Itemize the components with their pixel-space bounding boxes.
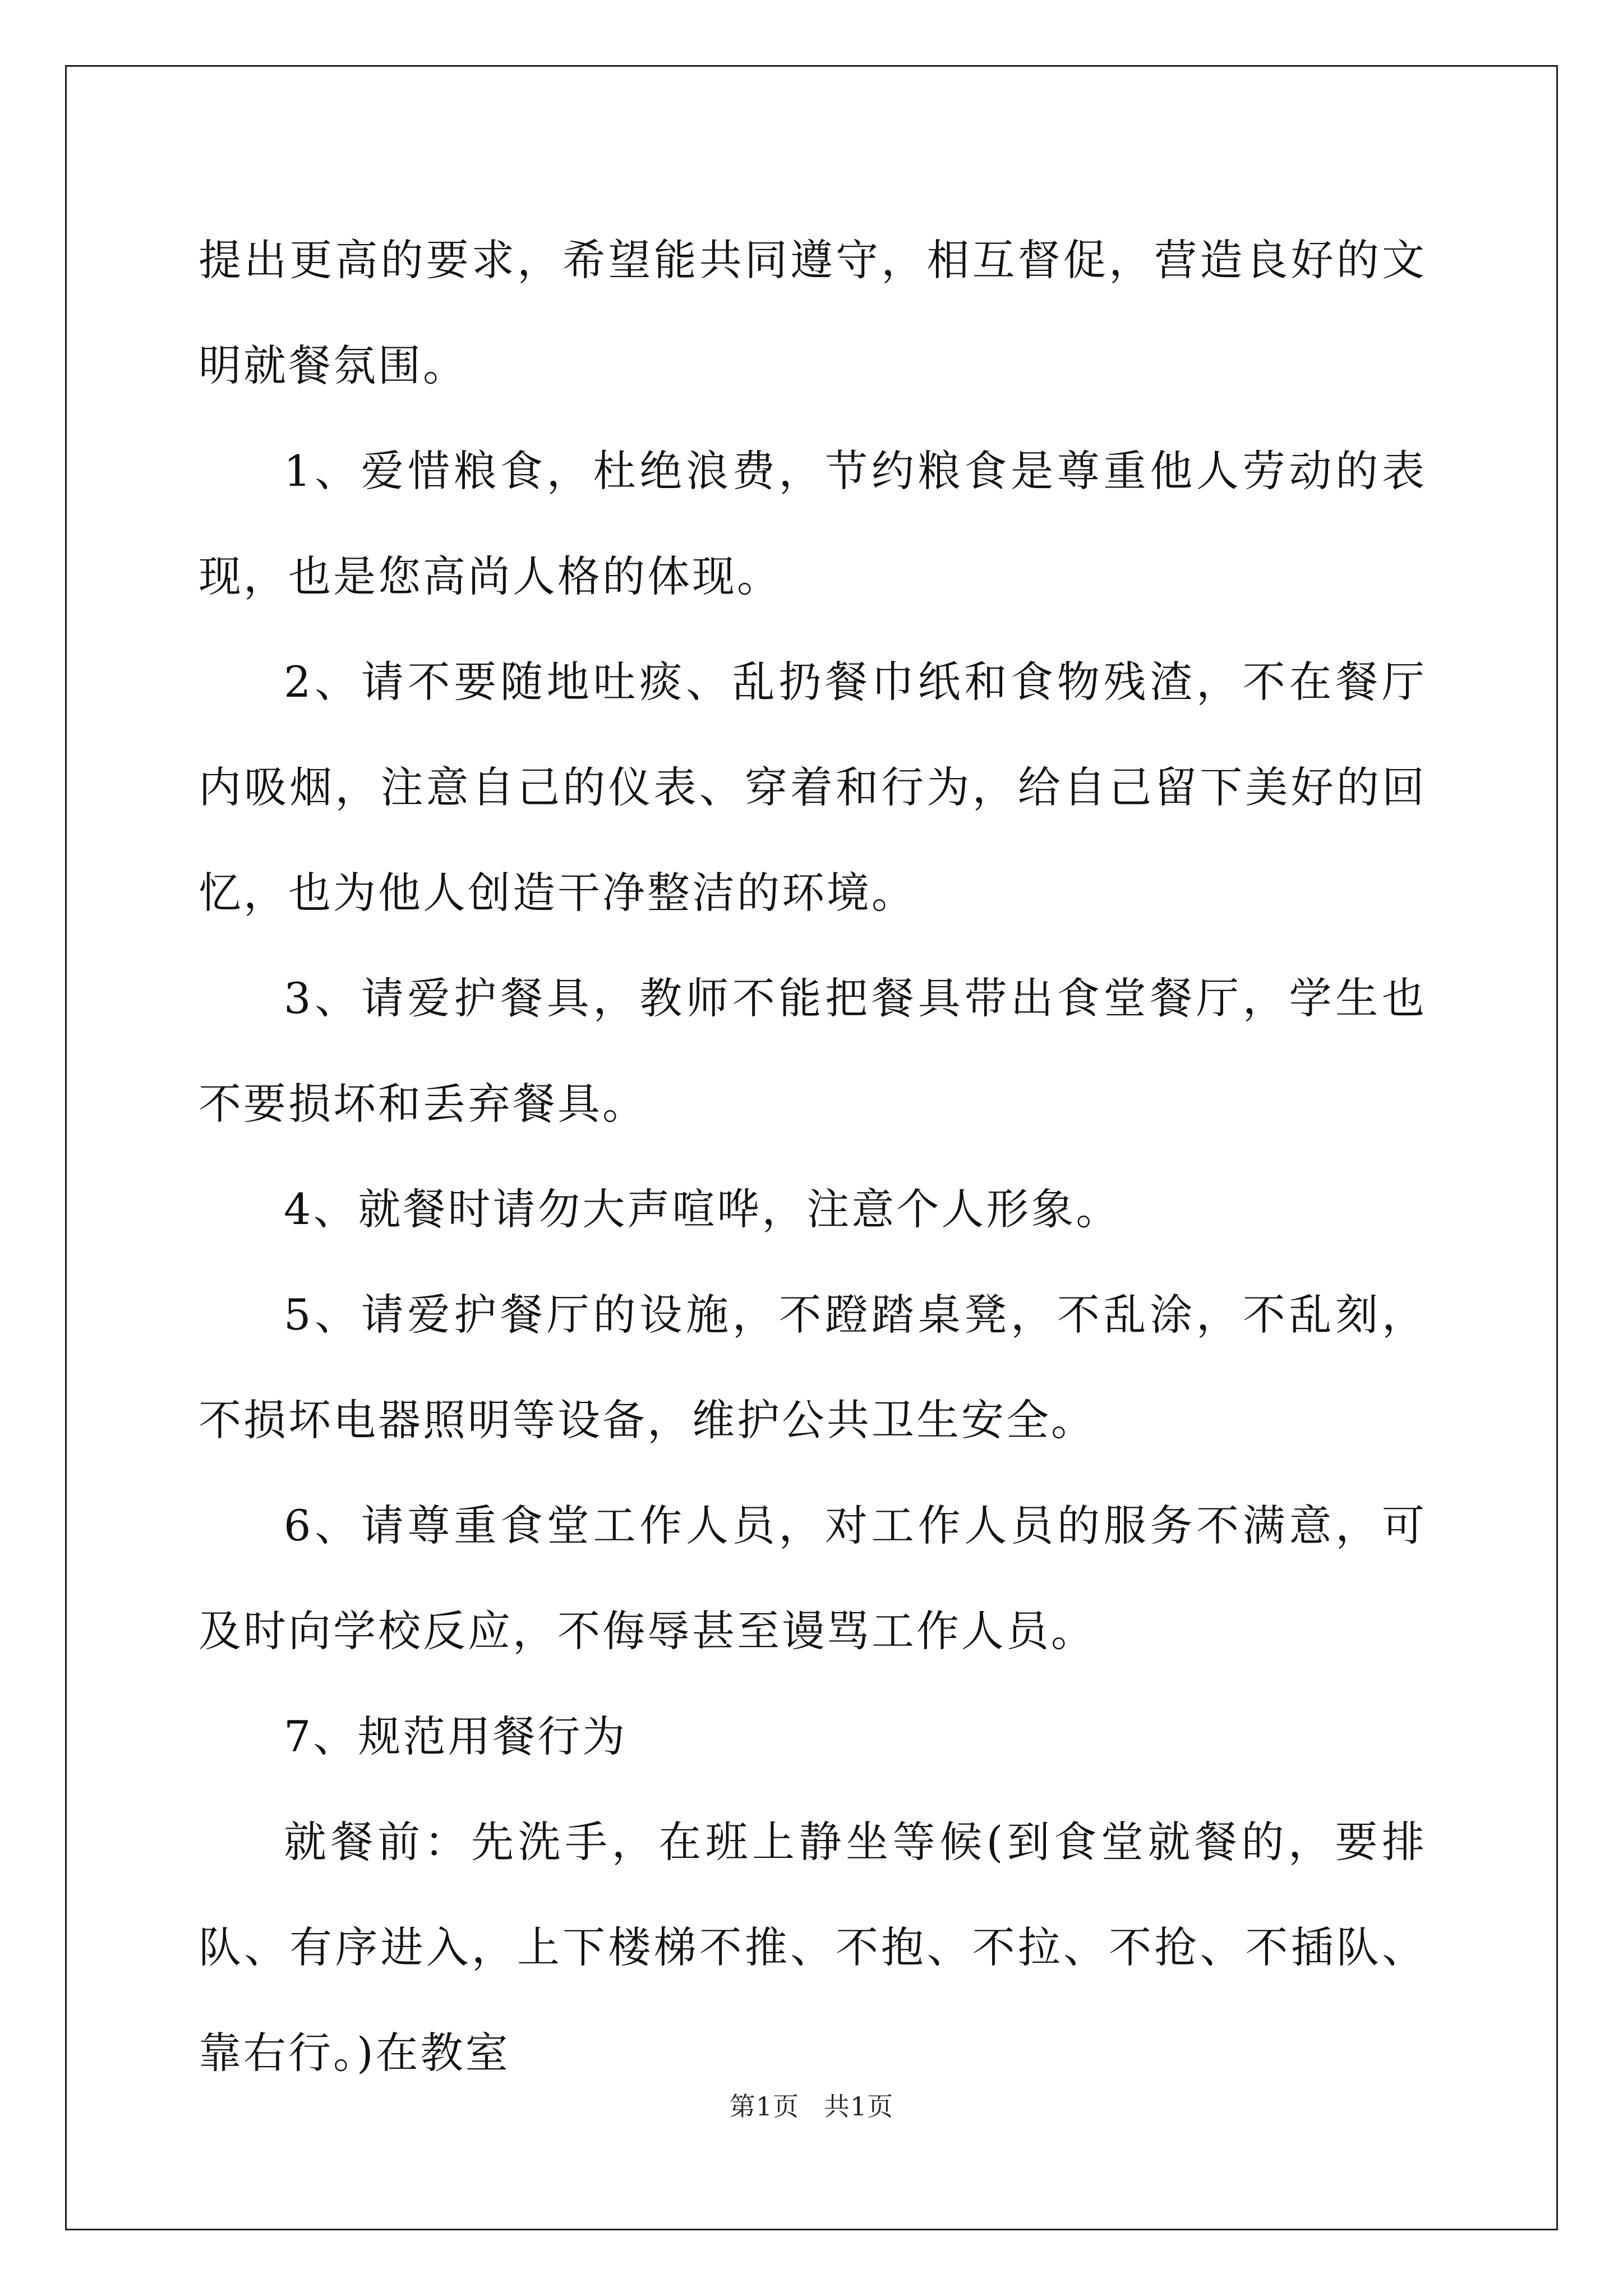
paragraph-2: 1、爱惜粮食，杜绝浪费，节约粮食是尊重他人劳动的表现，也是您高尚人格的体现。 bbox=[199, 446, 1427, 601]
paragraph-1: 提出更高的要求，希望能共同遵守，相互督促，营造良好的文明就餐氛围。 bbox=[199, 235, 1427, 390]
document-body bbox=[199, 208, 1427, 2106]
paragraph-7: 6、请尊重食堂工作人员，对工作人员的服务不满意，可及时向学校反应，不侮辱甚至谩骂工作人员。 bbox=[199, 1501, 1427, 1656]
paragraph-5: 4、就餐时请勿大声喧哗，注意个人形象。 bbox=[284, 1184, 1121, 1234]
page-total: 共1页 bbox=[824, 2091, 894, 2122]
paragraph-8: 7、规范用餐行为 bbox=[284, 1711, 628, 1761]
paragraph-4: 3、请爱护餐具，教师不能把餐具带出食堂餐厅，学生也不要损坏和丢弃餐具。 bbox=[199, 973, 1427, 1129]
page-footer bbox=[0, 2090, 1623, 2123]
paragraph-6: 5、请爱护餐厅的设施，不蹬踏桌凳，不乱涂，不乱刻，不损坏电器照明等设备，维护公共卫生安全。 bbox=[199, 1290, 1427, 1445]
paragraph-9: 就餐前：先洗手，在班上静坐等候(到食堂就餐的，要排队、有序进入，上下楼梯不推、不抱、不拉、不抢、不插队、靠右行。)在教室 bbox=[199, 1817, 1427, 2078]
page-number: 第1页 bbox=[729, 2091, 799, 2122]
paragraph-3: 2、请不要随地吐痰、乱扔餐巾纸和食物残渣，不在餐厅内吸烟，注意自己的仪表、穿着和行为，给自己留下美好的回忆，也为他人创造干净整洁的环境。 bbox=[199, 657, 1427, 918]
